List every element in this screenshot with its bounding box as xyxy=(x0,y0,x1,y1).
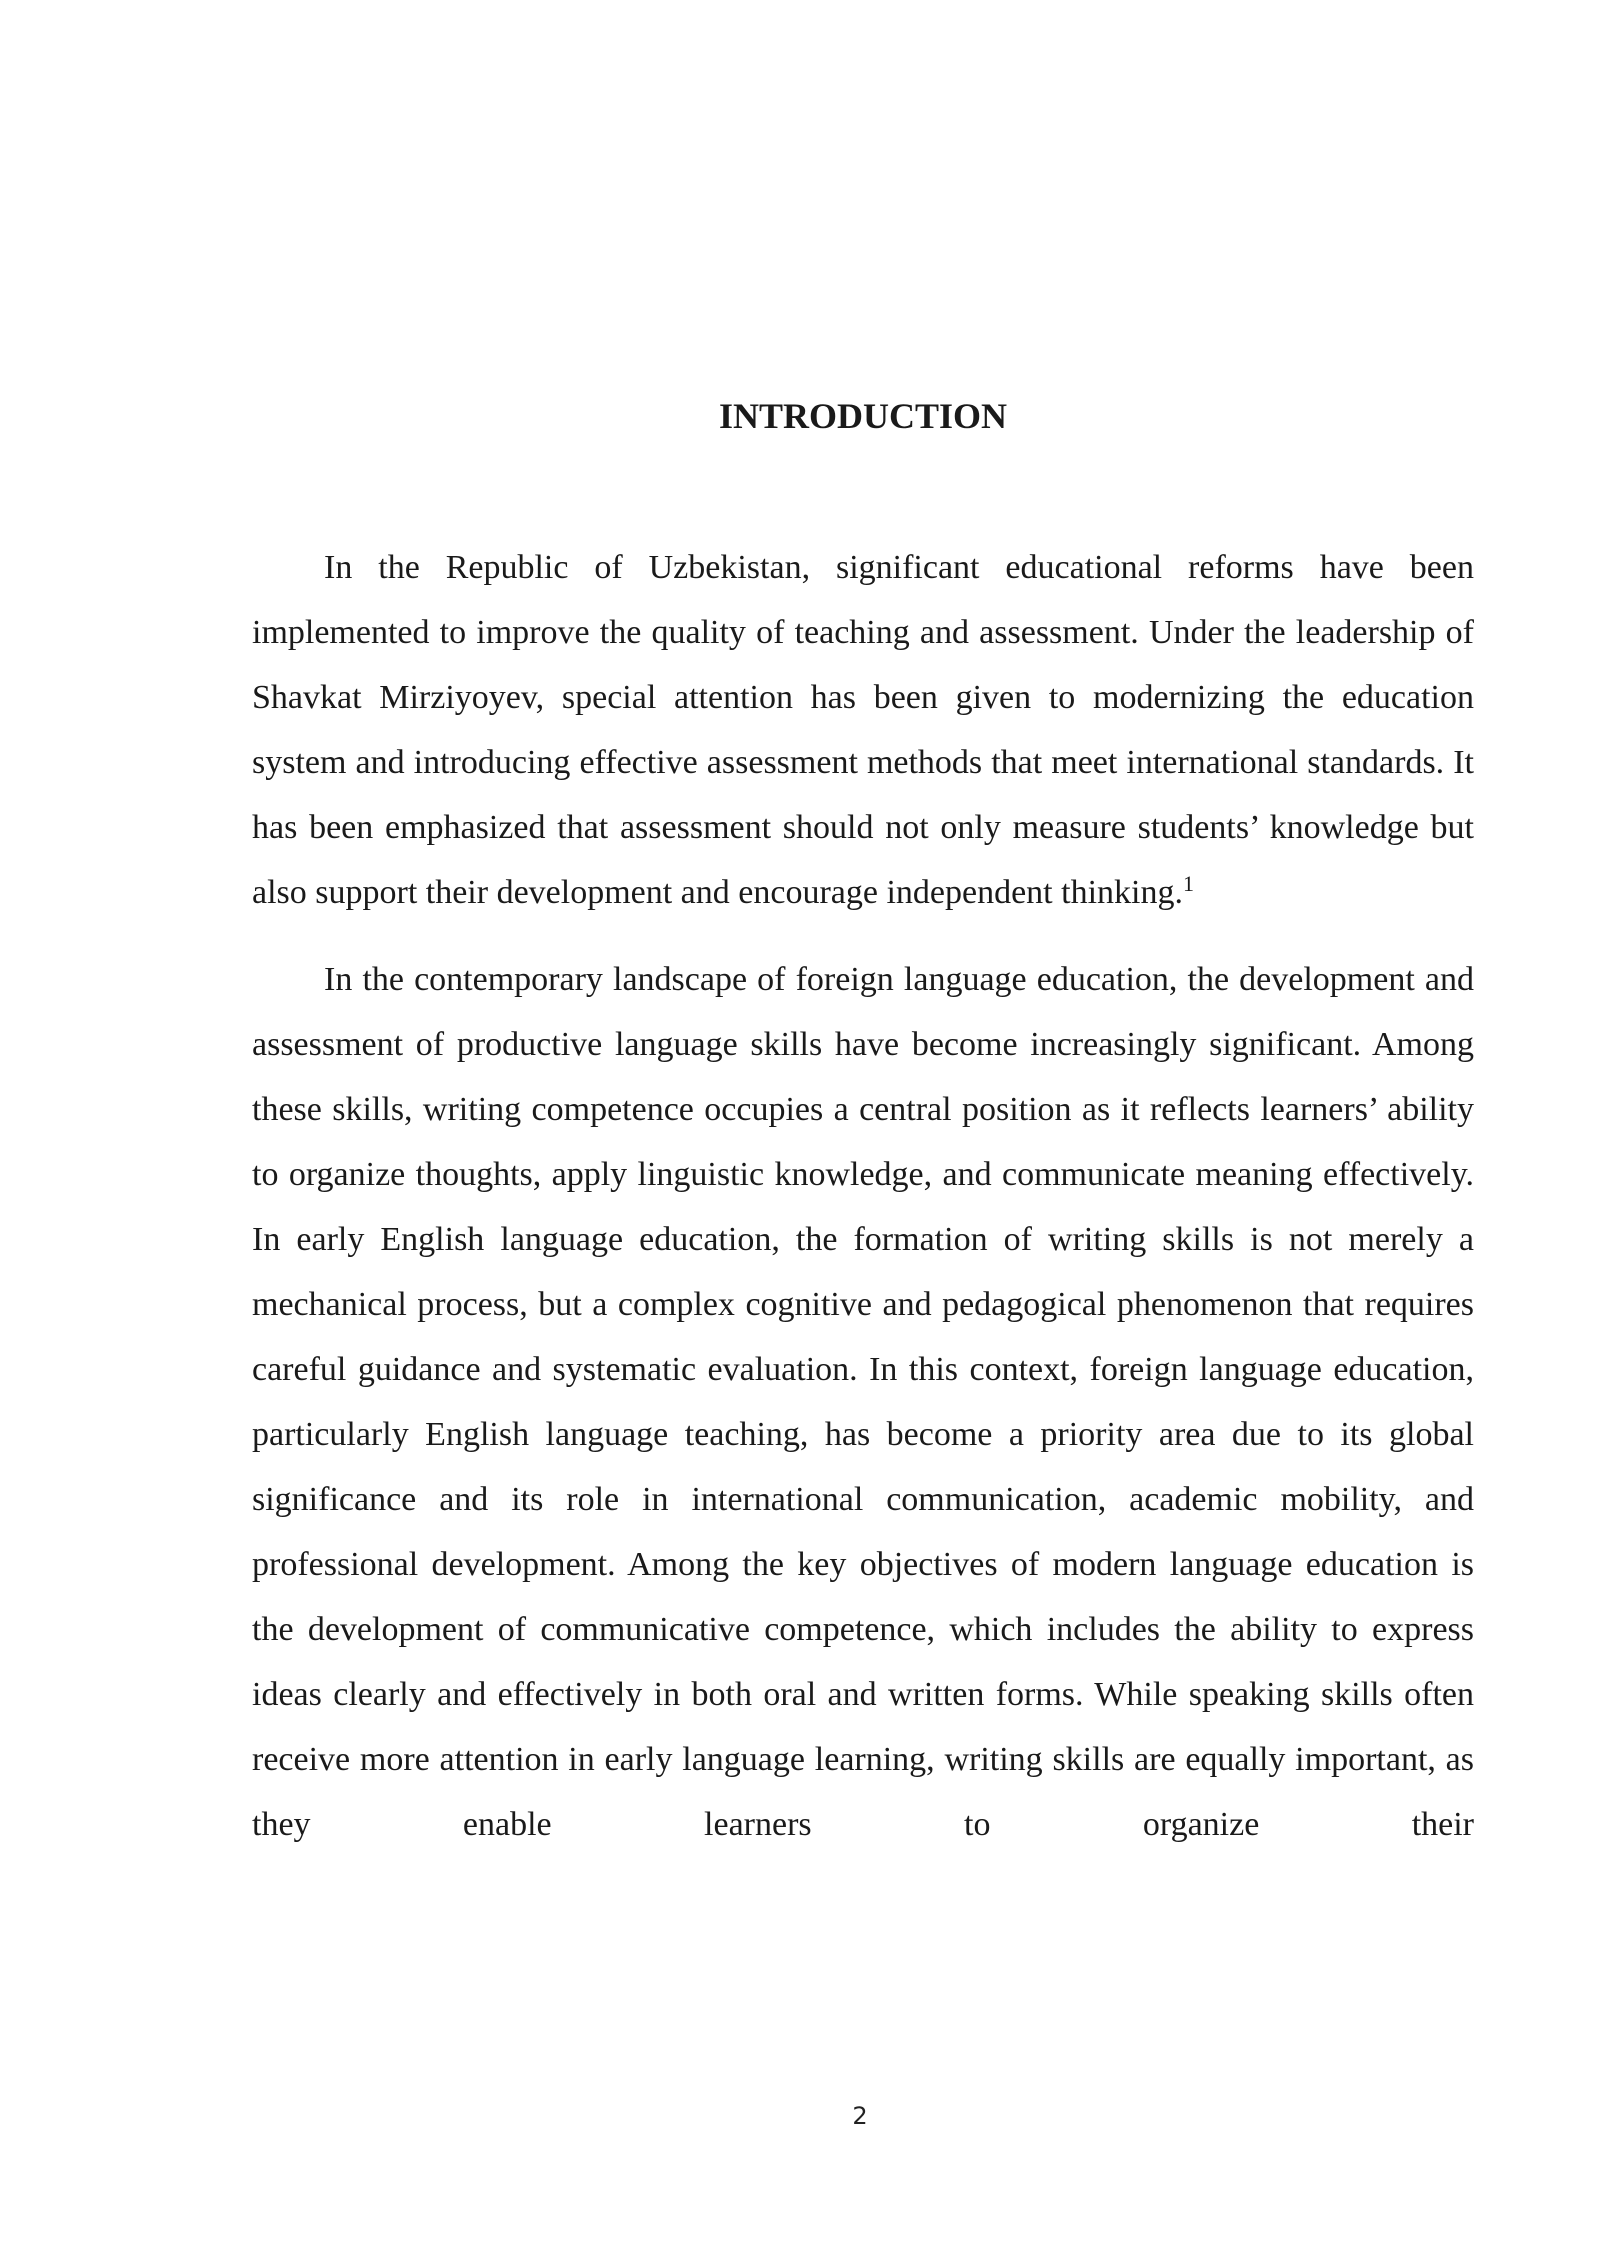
heading-container xyxy=(252,393,1474,439)
paragraph-2-text: In the contemporary landscape of foreign language education, the development and assessment of productive language skills have become increasingly significant. Among these skills, writing competence occupies a central position as it reflects learners’ ability to organize thoughts, apply linguistic knowledge, and communicate meaning effectively. In early English language education, the formation of writing skills is not merely a mechanical process, but a complex cognitive and pedagogical phenomenon that requires careful guidance and systematic evaluation. In this context, foreign language education, particularly English language teaching, has become a priority area due to its global significance and its role in international communication, academic mobility, and professional development. Among the key objectives of modern language education is the development of communicative competence, which includes the ability to express ideas clearly and effectively in both oral and written forms. While speaking skills often receive more attention in early language learning, writing skills are equally important, as they enable learners to organize their xyxy=(252,961,1474,1843)
body-text xyxy=(252,535,1474,1857)
paragraph-1 xyxy=(252,535,1474,925)
footnote-reference: 1 xyxy=(1182,871,1194,896)
paragraph-1-text: In the Republic of Uzbekistan, significant educational reforms have been implemented to improve the quality of teaching and assessment. Under the leadership of Shavkat Mirziyoyev, special attention has been given to modernizing the education system and introducing effective assessment methods that meet international standards. It has been emphasized that assessment should not only measure students’ knowledge but also support their development and encourage independent thinking. xyxy=(252,549,1474,911)
section-heading: INTRODUCTION xyxy=(718,396,1008,436)
page-number: 2 xyxy=(852,2102,868,2130)
paragraph-2 xyxy=(252,947,1474,1857)
